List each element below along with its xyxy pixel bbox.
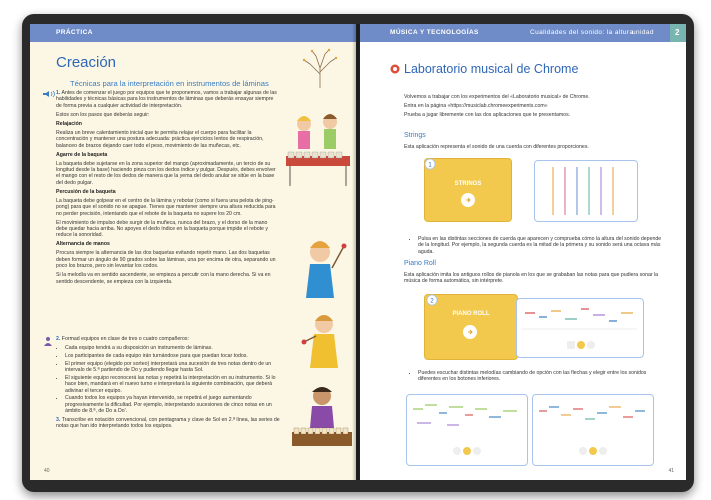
unit-number: 2 bbox=[675, 28, 680, 37]
step-percusion-heading: Percusión de la baqueta bbox=[56, 188, 116, 195]
page-title-creacion: Creación bbox=[56, 54, 117, 71]
piano-roll-bullet bbox=[412, 370, 662, 384]
strings-description: Esta aplicación representa el sonido de una cuerda con diferentes proporciones. bbox=[404, 144, 589, 150]
strings-app-card[interactable] bbox=[424, 158, 512, 222]
item-3-text: Transcribe en notación convencional, con pentagrama y clave de Sol en 2.ª línea, las series de notas que han ido interpretando todos los equipos. bbox=[56, 416, 280, 430]
item-1-text: Antes de comenzar el juego por equipos que te proponemos, vamos a trabajar algunas de las habilidades y técnicas básicas para los instrumentos de láminas que deberás ensayar siempre de forma previa a cualquier actividad de interpretación. bbox=[56, 90, 277, 109]
melody-2-notes bbox=[533, 395, 651, 463]
piano-roll-app-card[interactable] bbox=[424, 294, 518, 360]
lab-intro bbox=[404, 94, 654, 121]
svg-text:2: 2 bbox=[430, 298, 434, 305]
melody-1-notes bbox=[407, 395, 525, 463]
instructions-column: 1. Antes de comenzar el juego por equipos que te proponemos, vamos a trabajar algunas de las habilidades y técnicas básicas para los instrumentos de láminas que deberás ensayar siempre de forma previa a cualquier actividad de interpretación. Estos son los pasos que deberás seguir: Relajación Realiza un breve calentamiento inicial que te permita relajar el cuerpo para facilitar la concentración y mantener una postura adecuada: práctica ejercicios lentos de respiración, balanceo de brazos dejando caer todo el peso, movimiento de las muñecas, etc. Agarre de la baqueta La baqueta debe sujetarse en la zona superior del mango (aproximadamente, un tercio de su longitud desde la base) haciendo pinza con los dedos índice y pulgar. Después, debes envolver el mango con el resto de los dedos de manera que la yema del dedo anular se sitúe en la base del dedo pulgar. Percusión de la baqueta La baqueta debe golpear en el centro de la lámina y rebotar (como si fuera una pelota de ping-pong) para que el sonido no se apague. Tienes que mantener siempre una altura reducida para no perder precisión, intentando que el rebote de la baqueta no supere los 20 cm. El movimiento de impulso debe surgir de la muñeca, nunca del brazo, y el dorso de la mano debe quedar hacia arriba. No apoyes el dedo índice en la baqueta porque impide el rebote y reduce la sonoridad. Alternancia de manos Procura siempre la alternancia de las dos baquetas evitando repetir mano. Las dos baquetas deben formar un ángulo de 90 grados sobre las láminas, una por encima de otra, separando un poco los brazos, pero sin levantar los codos. Si la melodía va en sentido ascendente, se empieza a percutir con la mano derecha. Si va en sentido descendente, se empieza con la izquierda. bbox=[56, 90, 277, 285]
strings-lines bbox=[535, 161, 635, 219]
piano-roll-description: Esta aplicación imita los antiguos rollos de pianola en los que se grababan las notas para que pudiera sonar la música de forma automática, sin intérprete. bbox=[404, 272, 659, 285]
intro-line-2[interactable]: Entra en la página «https://musiclab.chromeexperiments.com» bbox=[404, 103, 548, 109]
team-game-column: 2. Formad equipos en clase de tres o cuatro compañeros: • Cada equipo tendrá a su disposición un instrumento de láminas. • Los participantes de cada equipo irán turnándose para que puedan tocar todos. • El primer equipo (elegido por sorteo) interpretará una sucesión de tres notas dentro de un intervalo de 5.ª partiendo de Do y pudiendo llegar hasta Sol. • El siguiente equipo reconocerá las notas y repetirá la interpretación en su instrumento. Si lo hace bien, mandará en el nuevo turno e interpretará la siguiente combinación, que deberá adivinar el tercer equipo. • Cuando todos los equipos ya hayan intervenido, se repetirá el juego aumentando progresivamente la dificultad. Por ejemplo, interpretando sucesiones de cinco notas en un ámbito de 8.ª, de Do a Do'. 3. Transcribe en notación convencional, con pentagrama y clave de Sol en 2.ª línea, las series de notas que han ido interpretando todos los equipos. bbox=[56, 336, 284, 432]
piano-control-button bbox=[567, 341, 575, 349]
svg-text:1: 1 bbox=[428, 162, 432, 169]
piano-control-button bbox=[577, 341, 585, 349]
step-percusion-text-2: El movimiento de impulso debe surgir de la muñeca, nunca del brazo, y el dorso de la mano debe quedar hacia arriba. No apoyes el dedo índice en la baqueta porque impide el rebote y reduce la sonoridad. bbox=[56, 219, 268, 239]
piano-roll-melody-2 bbox=[532, 394, 654, 466]
list-item: • El siguiente equipo reconocerá las notas y repetirá la interpretación en su instrumento. Si lo hace bien, mandará en el nuevo turno e interpretará la siguiente combinación, que deberá adivinar el tercer equipo. bbox=[65, 375, 284, 394]
right-header-label: MÚSICA Y TECNOLOGÍAS bbox=[390, 29, 479, 36]
piano-roll-melody-1 bbox=[406, 394, 528, 466]
steps-intro: Estos son los pasos que deberás seguir: bbox=[56, 111, 150, 118]
right-header-section: Cualidades del sonido: la altura bbox=[530, 29, 634, 36]
left-header-label: PRÁCTICA bbox=[56, 29, 93, 36]
list-item: • Cuando todos los equipos ya hayan intervenido, se repetirá el juego aumentando progresivamente la dificultad. Por ejemplo, interpretando sucesiones de cinco notas en un ámbito de 8.ª, de Do a Do'. bbox=[65, 395, 284, 414]
child-playing-xylophone-illustration bbox=[290, 384, 354, 458]
piano-roll-screenshot bbox=[516, 298, 644, 358]
intro-line-3: Prueba a jugar libremente con las dos aplicaciones que te presentamos. bbox=[404, 112, 571, 118]
team-icon bbox=[42, 336, 54, 346]
step-1-marker bbox=[424, 158, 436, 170]
step-agarre-heading: Agarre de la baqueta bbox=[56, 151, 108, 158]
play-arrow-icon[interactable] bbox=[461, 193, 475, 207]
intro-line-1: Volvemos a trabajar con los experimentos del «Laboratorio musical» de Chrome. bbox=[404, 94, 590, 100]
play-arrow-icon[interactable] bbox=[463, 325, 477, 339]
piano-roll-notes bbox=[517, 299, 641, 355]
child-mallet-technique-illustration bbox=[294, 312, 352, 368]
piano-control-button bbox=[587, 341, 595, 349]
children-xylophone-illustration bbox=[282, 108, 354, 188]
list-item: • El primer equipo (elegido por sorteo) interpretará una sucesión de tres notas dentro de un intervalo de 5.ª partiendo de Do y pudiendo llegar hasta Sol. bbox=[65, 361, 284, 374]
section-subtitle: Técnicas para la interpretación en instrumentos de láminas bbox=[70, 79, 269, 88]
audio-icon[interactable] bbox=[42, 90, 56, 98]
piano-roll-heading: Piano Roll bbox=[404, 260, 436, 267]
piano-roll-card-label: PIANO ROLL bbox=[452, 311, 490, 317]
step-relajacion-heading: Relajación bbox=[56, 120, 82, 127]
strings-heading: Strings bbox=[404, 132, 426, 139]
step-percusion-text: La baqueta debe golpear en el centro de la lámina y rebotar (como si fuera una pelota de ping-pong) para que el sonido no se apague. Tienes que mantener siempre una altura reducida para no perder precisión, intentando que el rebote de la baqueta no supere los 20 cm. bbox=[56, 197, 276, 217]
step-alternancia-text: Procura siempre la alternancia de las dos baquetas evitando repetir mano. Las dos baquetas deben formar un ángulo de 90 grados sobre las láminas, una por encima de otra, separando un poco los brazos, pero sin levantar los codos. bbox=[56, 250, 276, 270]
left-page-number: 40 bbox=[44, 468, 50, 474]
step-alternancia-text-2: Si la melodía va en sentido ascendente, se empieza a percutir con la mano derecha. Si va en sentido descendente, se empieza con la izquierda. bbox=[56, 272, 271, 285]
strings-screenshot bbox=[534, 160, 638, 222]
chrome-bullet-icon bbox=[390, 64, 400, 74]
step-relajacion-text: Realiza un breve calentamiento inicial que te permita relajar el cuerpo para facilitar la concentración y mantener una postura adecuada: práctica ejercicios lentos de respiración, balanceo de brazos dejando caer todo el peso, movimiento de las muñecas, etc. bbox=[56, 129, 264, 149]
right-header-unit: unidad bbox=[632, 29, 654, 36]
step-agarre-text: La baqueta debe sujetarse en la zona superior del mango (aproximadamente, un tercio de su longitud desde la base) haciendo pinza con los dedos índice y pulgar. Después, debes envolver el mango con el resto de los dedos de manera que la yema del dedo anular se sitúe en la base del dedo pulgar. bbox=[56, 160, 276, 186]
unit-number-tab bbox=[670, 24, 686, 42]
textbook-spread bbox=[22, 14, 694, 492]
list-item: • Cada equipo tendrá a su disposición un instrumento de láminas. bbox=[65, 345, 284, 351]
item-2-text: Formad equipos en clase de tres o cuatro compañeros: bbox=[61, 336, 189, 342]
child-holding-mallet-illustration bbox=[292, 238, 350, 298]
right-page-number: 41 bbox=[668, 468, 674, 474]
strings-bullet bbox=[412, 236, 662, 257]
list-item: • Los participantes de cada equipo irán turnándose para que puedan tocar todos. bbox=[65, 353, 284, 359]
list-item: • Pulsa en las distintas secciones de cuerda que aparecen y comprueba cómo la altura del sonido depende de la longitud. Por ejemplo, la segunda cuerda es la mitad de la primera y su sonido será una octava más aguda. bbox=[418, 236, 662, 255]
right-header-bar bbox=[360, 24, 686, 42]
step-2-marker bbox=[426, 294, 438, 306]
team-rules-list bbox=[56, 345, 284, 415]
strings-card-label: STRINGS bbox=[454, 181, 482, 187]
right-page bbox=[360, 24, 686, 480]
step-alternancia-heading: Alternancia de manos bbox=[56, 241, 110, 248]
left-header-bar bbox=[30, 24, 356, 42]
left-page bbox=[30, 24, 356, 480]
tree-illustration bbox=[298, 48, 342, 88]
list-item: • Puedes escuchar distintas melodías cambiando de opción con las flechas y elegir entre los sonidos diferentes en los botones inferiores. bbox=[418, 370, 662, 383]
lab-title: Laboratorio musical de Chrome bbox=[404, 62, 579, 76]
